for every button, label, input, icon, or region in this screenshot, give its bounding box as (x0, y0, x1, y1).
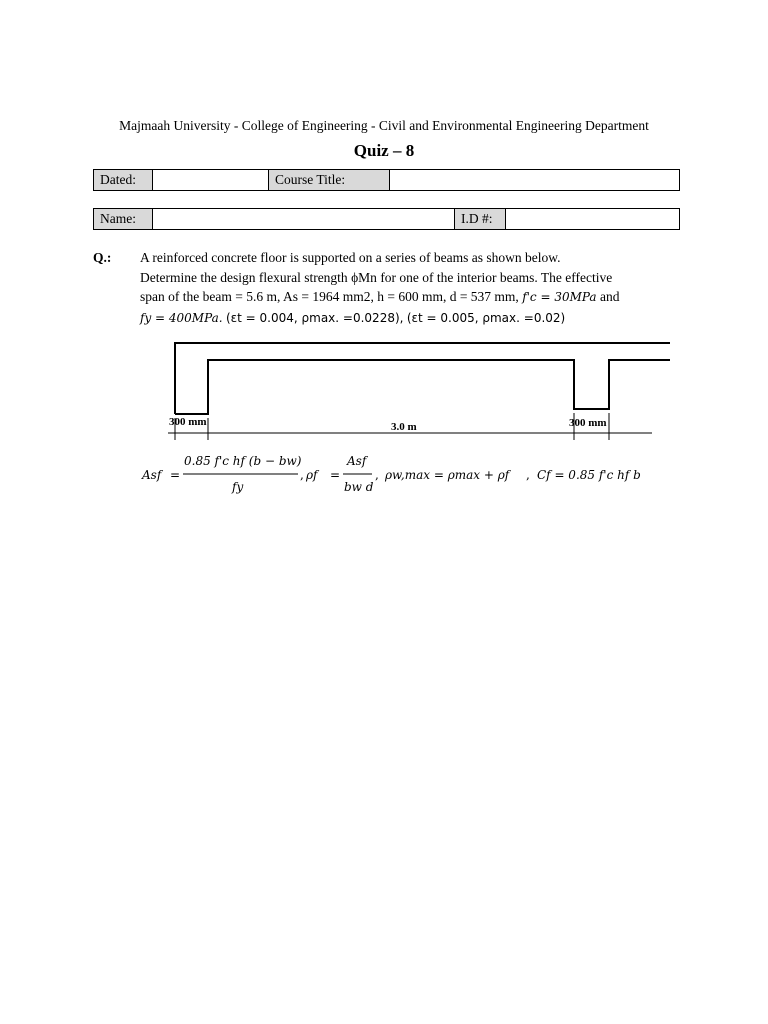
course-title-field[interactable] (390, 170, 680, 191)
rho-w-max: ρw,max = ρmax + ρf (385, 468, 510, 482)
svg-text:=: = (170, 468, 181, 482)
cf-formula: Cf = 0.85 f'c hf b (537, 468, 641, 482)
svg-text:,: , (300, 468, 304, 482)
span-dimension-label: 3.0 m (391, 421, 417, 433)
id-label: I.D #: (455, 209, 506, 230)
rho-f-lhs: ρf (306, 468, 318, 482)
rho-f-numerator: Asf (347, 454, 367, 468)
date-course-row (93, 169, 680, 191)
question-text: A reinforced concrete floor is supported on a series of beams as shown below. Determine the design flexural strength ϕMn for one of the interior beams. The effective span of the beam = 5.6 m, As = 1964 mm2, h = 600 mm, d = 537 mm, f'c = 30MPa and fy = 400MPa. (εt = 0.004, ρmax. =0.0228), (εt = 0.005, ρmax. =0.02) (140, 250, 620, 325)
case-2: (εt = 0.005, ρmax. =0.02) (406, 310, 566, 325)
dated-label: Dated: (94, 170, 153, 191)
rho-f-denominator: bw d (344, 480, 374, 494)
asf-lhs: Asf (142, 468, 162, 482)
svg-text:,: , (526, 468, 530, 482)
asf-numerator: 0.85 f'c hf (b − bw) (184, 454, 302, 468)
dated-field[interactable] (153, 170, 269, 191)
formula-block (0, 445, 768, 505)
institution-header: Majmaah University - College of Engineering - Civil and Environmental Engineering Department (119, 118, 649, 133)
svg-text:=: = (330, 468, 341, 482)
slab-outline (175, 343, 670, 414)
case-1: (εt = 0.004, ρmax. =0.0228), (225, 310, 404, 325)
right-dimension-label: 300 mm (569, 417, 607, 429)
fy-equation: fy = 400MPa. (140, 310, 223, 325)
question-label: Q.: (93, 250, 112, 265)
fc-equation: f'c = 30MPa (522, 290, 597, 304)
left-dimension-label: 300 mm (169, 416, 207, 428)
id-field[interactable] (506, 209, 680, 230)
name-label: Name: (94, 209, 153, 230)
name-field[interactable] (153, 209, 455, 230)
phi-mn: ϕMn (351, 269, 377, 285)
svg-text:,: , (375, 468, 379, 482)
name-id-row (93, 208, 680, 230)
asf-denominator: fy (232, 480, 244, 494)
course-title-label: Course Title: (269, 170, 390, 191)
quiz-title: Quiz – 8 (353, 141, 415, 160)
beam-section-drawing (0, 330, 768, 440)
